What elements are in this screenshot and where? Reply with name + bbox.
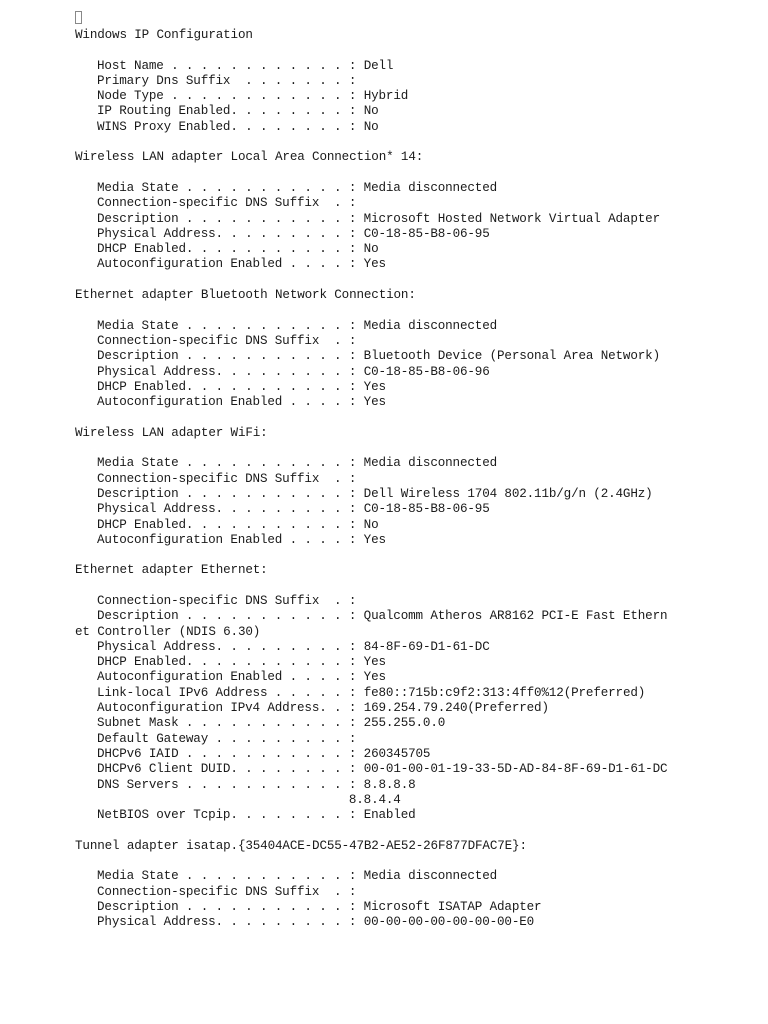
kv-key: Physical Address xyxy=(97,639,216,654)
kv-line xyxy=(75,716,755,731)
kv-line xyxy=(75,732,755,747)
kv-value: No xyxy=(363,517,379,532)
kv-value: Yes xyxy=(363,257,386,272)
blank-line xyxy=(75,854,755,869)
ipconfig-output xyxy=(75,28,755,931)
kv-value: 00-01-00-01-19-33-5D-AD-84-8F-69-D1-61-DC xyxy=(363,762,668,777)
kv-leader: . . . . . . . . . . . : xyxy=(178,899,364,914)
kv-leader: . . . . : xyxy=(282,670,364,685)
kv-line xyxy=(75,502,755,517)
kv-key: Host Name xyxy=(97,58,164,73)
kv-line xyxy=(75,472,755,487)
kv-leader: . . . . . . . . . : xyxy=(208,731,364,746)
adapter-title: Ethernet adapter Bluetooth Network Connection: xyxy=(75,288,416,303)
wrapped-line xyxy=(53,625,755,640)
kv-value: Dell xyxy=(363,58,394,73)
kv-key: Autoconfiguration Enabled xyxy=(97,532,283,547)
kv-leader: . : xyxy=(319,196,364,211)
blank-line xyxy=(75,166,755,181)
blank-line xyxy=(75,43,755,58)
kv-key: Description xyxy=(97,486,179,501)
kv-key: Autoconfiguration Enabled xyxy=(97,257,283,272)
kv-line xyxy=(75,670,755,685)
kv-line xyxy=(75,74,755,89)
kv-line xyxy=(75,686,755,701)
kv-leader: . . . . . . . . . . . : xyxy=(185,517,364,532)
kv-value: Hybrid xyxy=(363,89,409,104)
kv-leader: . . . . . : xyxy=(267,685,364,700)
kv-key: Default Gateway xyxy=(97,731,209,746)
kv-line xyxy=(75,594,755,609)
kv-leader: . . . . . . . . . : xyxy=(215,364,364,379)
kv-value: Media disconnected xyxy=(363,869,498,884)
kv-value: Yes xyxy=(363,395,386,410)
continuation-line xyxy=(75,793,755,808)
kv-key: Primary Dns Suffix xyxy=(97,73,231,88)
kv-leader: . . . . : xyxy=(282,257,364,272)
kv-line xyxy=(75,120,755,135)
kv-value: 00-00-00-00-00-00-00-E0 xyxy=(363,915,535,930)
kv-leader: . . . . . . . . . . . : xyxy=(178,318,364,333)
kv-leader: . . . . . . . : xyxy=(230,73,364,88)
kv-line xyxy=(75,257,755,272)
kv-line xyxy=(75,701,755,716)
kv-key: Description xyxy=(97,609,179,624)
kv-line xyxy=(75,334,755,349)
kv-leader: . : xyxy=(319,471,364,486)
kv-key: Description xyxy=(97,899,179,914)
kv-leader: . . . . . . . . . . . : xyxy=(178,777,364,792)
kv-line xyxy=(75,640,755,655)
continuation-value: 8.8.4.4 xyxy=(348,792,401,807)
kv-line xyxy=(75,181,755,196)
kv-value: Yes xyxy=(363,379,386,394)
kv-line xyxy=(75,518,755,533)
kv-key: Physical Address xyxy=(97,364,216,379)
kv-line xyxy=(75,915,755,930)
blank-line xyxy=(75,410,755,425)
kv-value: Microsoft ISATAP Adapter xyxy=(363,899,542,914)
kv-line xyxy=(75,747,755,762)
kv-key: Media State xyxy=(97,456,179,471)
kv-key: DHCP Enabled xyxy=(97,655,186,670)
kv-leader: . . . . . . . . : xyxy=(230,808,364,823)
unknown-glyph-box xyxy=(75,11,82,24)
kv-line xyxy=(75,380,755,395)
kv-line xyxy=(75,778,755,793)
kv-value: Media disconnected xyxy=(363,180,498,195)
kv-leader: . . . . . . . . . . . : xyxy=(178,349,364,364)
kv-leader: . . . . . . . . . . . . : xyxy=(163,89,364,104)
kv-line xyxy=(75,365,755,380)
kv-value: Yes xyxy=(363,655,386,670)
kv-leader: . . . . . . . . . . . : xyxy=(178,211,364,226)
kv-key: Media State xyxy=(97,180,179,195)
kv-value: C0-18-85-B8-06-95 xyxy=(363,502,490,517)
kv-value: Yes xyxy=(363,532,386,547)
kv-leader: . . . . . . . . . . . : xyxy=(178,609,364,624)
kv-value: fe80::715b:c9f2:313:4ff0%12(Preferred) xyxy=(363,685,646,700)
kv-leader: . . : xyxy=(319,701,364,716)
kv-line xyxy=(75,89,755,104)
kv-leader: . . . . . . . . . . . : xyxy=(185,242,364,257)
kv-key: Autoconfiguration Enabled xyxy=(97,670,283,685)
kv-line xyxy=(75,349,755,364)
kv-key: DHCPv6 Client DUID xyxy=(97,762,231,777)
kv-line xyxy=(75,869,755,884)
kv-value: 8.8.8.8 xyxy=(363,777,416,792)
kv-leader: . . . . . . . . : xyxy=(230,104,364,119)
kv-leader: . : xyxy=(319,884,364,899)
kv-line xyxy=(75,227,755,242)
kv-value: C0-18-85-B8-06-96 xyxy=(363,364,490,379)
kv-key: DNS Servers xyxy=(97,777,179,792)
kv-value: No xyxy=(363,242,379,257)
kv-value: Media disconnected xyxy=(363,456,498,471)
kv-key: Media State xyxy=(97,318,179,333)
kv-value: No xyxy=(363,104,379,119)
kv-leader: . . . . : xyxy=(282,532,364,547)
kv-value: Yes xyxy=(363,670,386,685)
kv-key: Connection-specific DNS Suffix xyxy=(97,593,320,608)
kv-leader: . . . . . . . . . . . : xyxy=(185,379,364,394)
kv-key: Description xyxy=(97,211,179,226)
adapter-title: Ethernet adapter Ethernet: xyxy=(75,563,268,578)
kv-value: No xyxy=(363,119,379,134)
kv-leader: . . . . : xyxy=(282,395,364,410)
adapters-block xyxy=(75,135,755,930)
kv-leader: . . . . . . . . . . . : xyxy=(178,746,364,761)
kv-key: DHCP Enabled xyxy=(97,379,186,394)
kv-line xyxy=(75,395,755,410)
kv-value: Qualcomm Atheros AR8162 PCI-E Fast Ethern xyxy=(363,609,668,624)
kv-value: Enabled xyxy=(363,808,416,823)
kv-leader: . . . . . . . . . . . : xyxy=(185,655,364,670)
kv-value: C0-18-85-B8-06-95 xyxy=(363,226,490,241)
kv-line xyxy=(75,487,755,502)
kv-value: 255.255.0.0 xyxy=(363,716,446,731)
kv-line xyxy=(75,212,755,227)
blank-line xyxy=(75,303,755,318)
kv-line xyxy=(75,319,755,334)
wrapped-text: et Controller (NDIS 6.30) xyxy=(75,624,261,639)
kv-leader: . : xyxy=(319,333,364,348)
blank-line xyxy=(75,135,755,150)
kv-leader: . . . . . . . . : xyxy=(230,762,364,777)
kv-line xyxy=(75,808,755,823)
kv-leader: . . . . . . . . : xyxy=(230,119,364,134)
kv-line xyxy=(75,900,755,915)
kv-key: Connection-specific DNS Suffix xyxy=(97,196,320,211)
kv-line xyxy=(75,762,755,777)
kv-line xyxy=(75,196,755,211)
kv-key: NetBIOS over Tcpip xyxy=(97,808,231,823)
kv-leader: . . . . . . . . . : xyxy=(215,502,364,517)
kv-leader: . . . . . . . . . . . . : xyxy=(163,58,364,73)
kv-line xyxy=(75,59,755,74)
kv-key: Physical Address xyxy=(97,502,216,517)
kv-key: Physical Address xyxy=(97,915,216,930)
kv-key: Media State xyxy=(97,869,179,884)
kv-key: IP Routing Enabled xyxy=(97,104,231,119)
kv-line xyxy=(75,655,755,670)
kv-line xyxy=(75,456,755,471)
blank-line xyxy=(75,273,755,288)
kv-key: DHCP Enabled xyxy=(97,517,186,532)
kv-leader: . : xyxy=(319,593,364,608)
kv-key: Subnet Mask xyxy=(97,716,179,731)
kv-key: Autoconfiguration IPv4 Address xyxy=(97,701,320,716)
kv-value: 169.254.79.240(Preferred) xyxy=(363,701,549,716)
kv-value: Bluetooth Device (Personal Area Network) xyxy=(363,349,660,364)
kv-key: Physical Address xyxy=(97,226,216,241)
kv-line xyxy=(75,885,755,900)
kv-leader: . . . . . . . . . . . : xyxy=(178,486,364,501)
kv-value: 260345705 xyxy=(363,746,431,761)
adapter-title: Tunnel adapter isatap.{35404ACE-DC55-47B2-AE52-26F877DFAC7E}: xyxy=(75,838,527,853)
kv-line xyxy=(75,609,755,624)
kv-line xyxy=(75,242,755,257)
kv-leader: . . . . . . . . . . . : xyxy=(178,180,364,195)
kv-leader: . . . . . . . . . : xyxy=(215,915,364,930)
output-header: Windows IP Configuration xyxy=(75,28,253,42)
kv-leader: . . . . . . . . . . . : xyxy=(178,716,364,731)
kv-key: WINS Proxy Enabled xyxy=(97,119,231,134)
kv-key: Connection-specific DNS Suffix xyxy=(97,333,320,348)
kv-leader: . . . . . . . . . : xyxy=(215,226,364,241)
kv-value: Dell Wireless 1704 802.11b/g/n (2.4GHz) xyxy=(363,486,653,501)
indent-spacer xyxy=(97,793,349,807)
kv-key: Connection-specific DNS Suffix xyxy=(97,884,320,899)
kv-key: Description xyxy=(97,349,179,364)
kv-key: DHCP Enabled xyxy=(97,242,186,257)
kv-value: Microsoft Hosted Network Virtual Adapter xyxy=(363,211,660,226)
kv-key: Link-local IPv6 Address xyxy=(97,685,268,700)
adapter-title: Wireless LAN adapter Local Area Connection* 14: xyxy=(75,150,424,165)
blank-line xyxy=(75,823,755,838)
kv-value: Media disconnected xyxy=(363,318,498,333)
kv-leader: . . . . . . . . . . . : xyxy=(178,456,364,471)
global-config-block xyxy=(75,59,755,135)
kv-key: Connection-specific DNS Suffix xyxy=(97,471,320,486)
kv-key: Node Type xyxy=(97,89,164,104)
blank-line xyxy=(75,441,755,456)
kv-leader: . . . . . . . . . . . : xyxy=(178,869,364,884)
kv-line xyxy=(75,533,755,548)
kv-leader: . . . . . . . . . : xyxy=(215,639,364,654)
kv-key: DHCPv6 IAID xyxy=(97,746,179,761)
kv-line xyxy=(75,104,755,119)
blank-line xyxy=(75,579,755,594)
kv-key: Autoconfiguration Enabled xyxy=(97,395,283,410)
kv-value: 84-8F-69-D1-61-DC xyxy=(363,639,490,654)
blank-line xyxy=(75,548,755,563)
adapter-title: Wireless LAN adapter WiFi: xyxy=(75,425,268,440)
